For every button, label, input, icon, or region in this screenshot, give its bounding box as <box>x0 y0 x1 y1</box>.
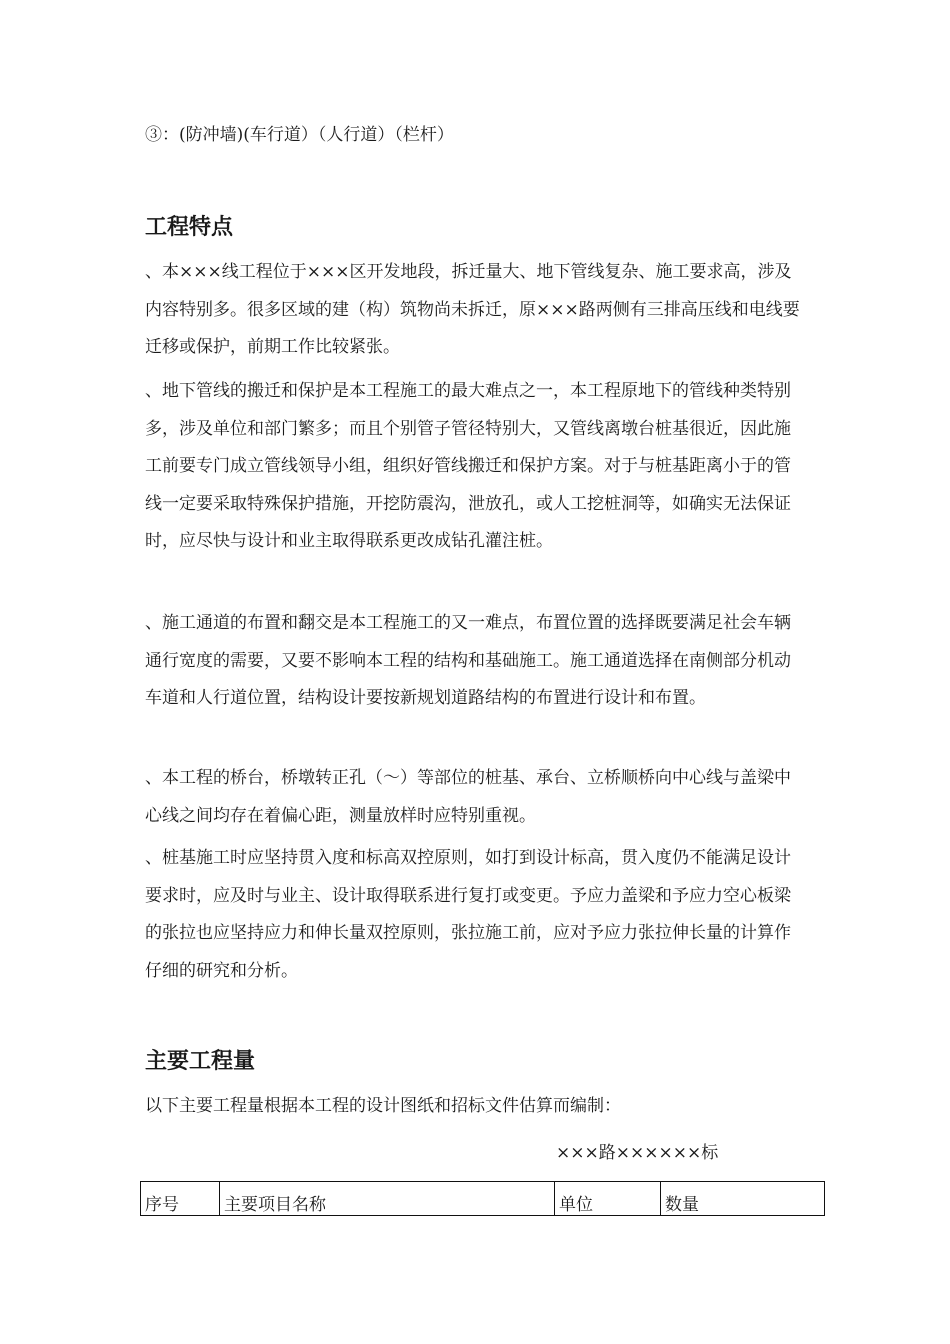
quantities-intro-text: 以下主要工程量根据本工程的设计图纸和招标文件估算而编制： <box>145 1096 621 1116</box>
paragraph-5-text: 、桩基施工时应坚持贯入度和标高双控原则，如打到设计标高，贯入度仍不能满足设计要求时，应及时与业主、设计取得联系进行复打或变更。予应力盖梁和予应力空心板梁的张拉也应坚持应力和伸长量双控原则，张拉施工前，应对予应力张拉伸长量的计算作仔细的研究和分析。 <box>145 848 791 981</box>
table-subtitle: ×××路××××××标 <box>556 1143 719 1163</box>
paragraph-1 <box>145 254 805 367</box>
quantities-intro <box>145 1088 805 1126</box>
paragraph-4-text: 、本工程的桥台，桥墩转正孔（～）等部位的桩基、承台、立桥顺桥向中心线与盖梁中心线之间均存在着偏心距，测量放样时应特别重视。 <box>145 768 791 826</box>
paragraph-2-text: 、地下管线的搬迁和保护是本工程施工的最大难点之一，本工程原地下的管线种类特别多，涉及单位和部门繁多；而且个别管子管径特别大，又管线离墩台桩基很近，因此施工前要专门成立管线领导小组，组织好管线搬迁和保护方案。对于与桩基距离小于的管线一定要采取特殊保护措施，开挖防震沟，泄放孔，或人工挖桩洞等，如确实无法保证时，应尽快与设计和业主取得联系更改成钻孔灌注桩。 <box>145 381 791 551</box>
top-line <box>145 117 805 155</box>
header-cell-index: 序号 <box>141 1182 220 1216</box>
paragraph-3-text: 、施工通道的布置和翻交是本工程施工的又一难点，布置位置的选择既要满足社会车辆通行宽度的需要，又要不影响本工程的结构和基础施工。施工通道选择在南侧部分机动车道和人行道位置，结构设计要按新规划道路结构的布置进行设计和布置。 <box>145 613 791 708</box>
quantities-table <box>140 1181 825 1216</box>
section-title-quantities: 主要工程量 <box>145 1049 256 1074</box>
paragraph-1-text: 、本×××线工程位于×××区开发地段，拆迁量大、地下管线复杂、施工要求高，涉及内容特别多。很多区域的建（构）筑物尚未拆迁，原×××路两侧有三排高压线和电线要迁移或保护，前期工作比较紧张。 <box>145 262 800 357</box>
paragraph-3 <box>145 605 805 718</box>
paragraph-5 <box>145 840 805 990</box>
section-title-features: 工程特点 <box>145 215 234 240</box>
header-cell-quantity: 数量 <box>661 1182 825 1216</box>
table-header-row <box>141 1182 825 1216</box>
header-cell-name: 主要项目名称 <box>220 1182 555 1216</box>
paragraph-2 <box>145 373 805 561</box>
top-line-text: ③：(防冲墙)(车行道）（人行道）（栏杆） <box>145 125 454 145</box>
paragraph-4 <box>145 760 805 835</box>
header-cell-unit: 单位 <box>555 1182 661 1216</box>
